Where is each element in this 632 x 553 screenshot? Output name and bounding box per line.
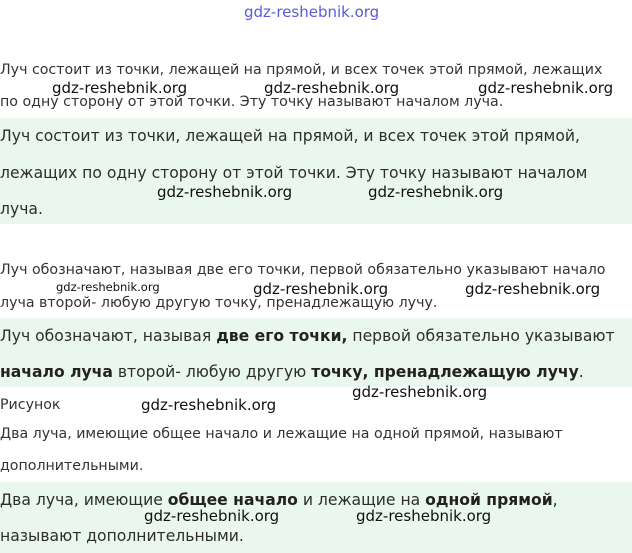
- highlight-1-line-3: луча.: [0, 200, 43, 218]
- paragraph-3-line-1: Два луча, имеющие общее начало и лежащие на одной прямой, называют: [0, 426, 563, 442]
- highlight-3-line-2: называют дополнительными.: [0, 527, 244, 545]
- highlight-2-line-2: начало луча второй- любую другую точку, пренадлежащую лучу.: [0, 363, 584, 381]
- paragraph-3-line-2: дополнительными.: [0, 458, 144, 474]
- highlight-1-line-1: Луч состоит из точки, лежащей на прямой, и всех точек этой прямой,: [0, 127, 580, 145]
- watermark: gdz-reshebnik.org: [157, 183, 293, 201]
- watermark: gdz-reshebnik.org: [352, 383, 488, 401]
- paragraph-2-line-2: луча второй- любую другую точку, пренадлежащую лучу.: [0, 295, 438, 311]
- watermark: gdz-reshebnik.org: [52, 79, 188, 97]
- highlight-2-line-1: Луч обозначают, называя две его точки, первой обязательно указывают: [0, 327, 615, 345]
- watermark: gdz-reshebnik.org: [478, 79, 614, 97]
- watermark: gdz-reshebnik.org: [264, 79, 400, 97]
- paragraph-2-line-1: Луч обозначают, называя две его точки, первой обязательно указывают начало: [0, 262, 606, 278]
- figure-label: Рисунок: [0, 397, 61, 413]
- paragraph-1-line-1: Луч состоит из точки, лежащей на прямой, и всех точек этой прямой, лежащих: [0, 62, 603, 78]
- highlight-3-line-1: Два луча, имеющие общее начало и лежащие на одной прямой,: [0, 491, 558, 509]
- watermark: gdz-reshebnik.org: [465, 280, 601, 298]
- watermark: gdz-reshebnik.org: [356, 507, 492, 525]
- paragraph-1-line-2: по одну сторону от этой точки. Эту точку называют началом луча.: [0, 94, 504, 110]
- header-watermark: gdz-reshebnik.org: [244, 3, 380, 21]
- watermark: gdz-reshebnik.org: [144, 507, 280, 525]
- highlight-1-line-2: лежащих по одну сторону от этой точки. Эту точку называют началом: [0, 164, 588, 182]
- watermark: gdz-reshebnik.org: [368, 183, 504, 201]
- watermark: gdz-reshebnik.org: [253, 280, 389, 298]
- watermark: gdz-reshebnik.org: [141, 396, 277, 414]
- watermark: gdz-reshebnik.org: [56, 280, 160, 294]
